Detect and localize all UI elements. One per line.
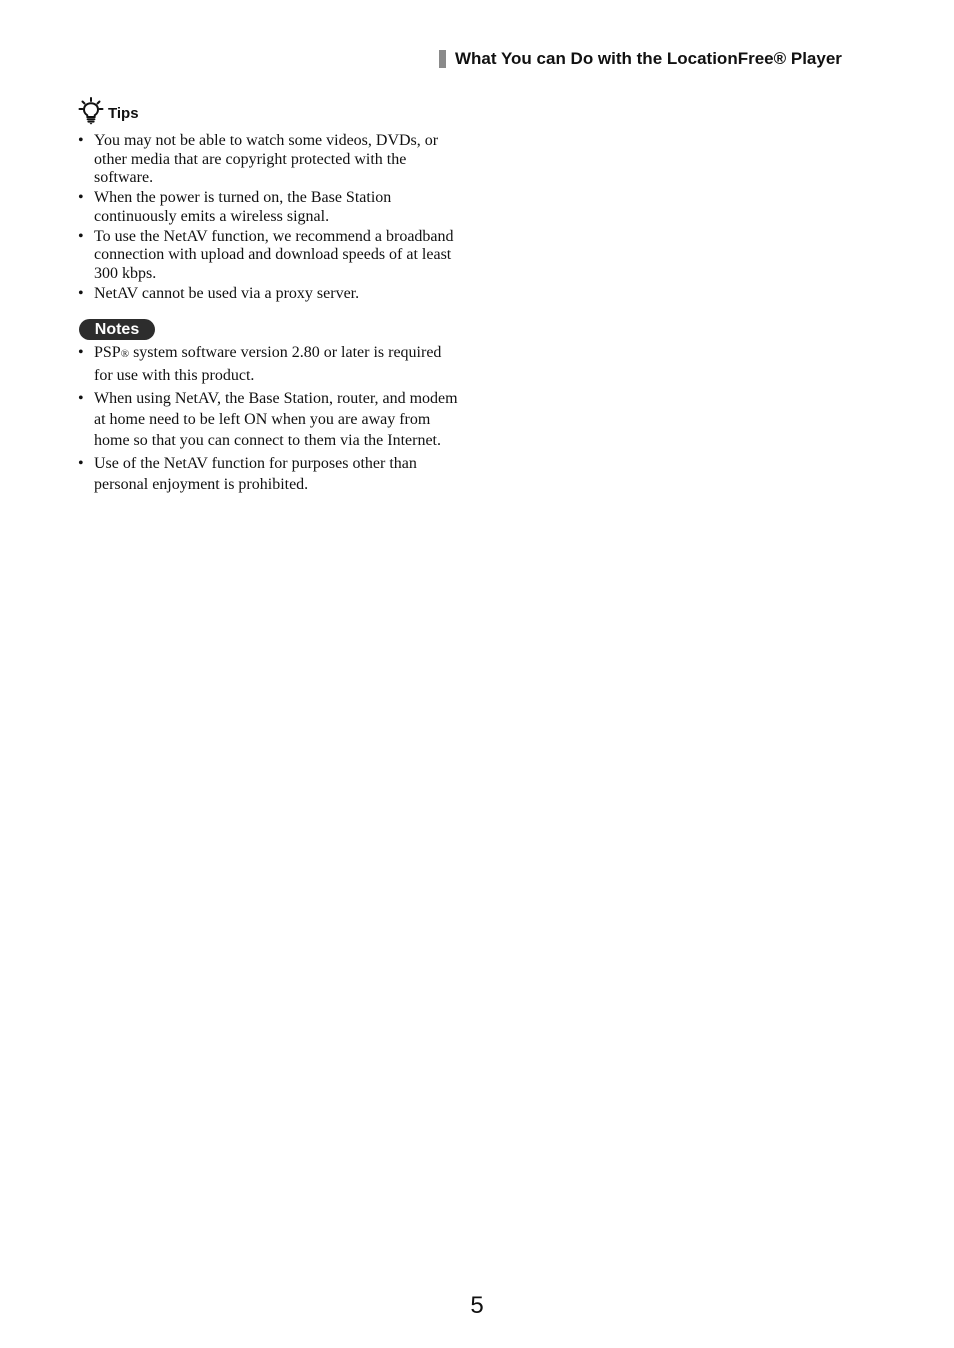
list-item: • When the power is turned on, the Base Station continuously emits a wireless signal. [78,189,462,226]
running-header [439,49,842,69]
list-item [78,342,462,386]
list-item: • To use the NetAV function, we recommend a broadband connection with upload and download speeds of at least 300 kbps. [78,228,462,284]
tips-heading [78,97,139,125]
lightbulb-icon [78,97,104,125]
notes-heading-badge: Notes [79,319,155,340]
running-header-title: What You can Do with the LocationFree® Player [455,49,842,68]
list-item: • You may not be able to watch some videos, DVDs, or other media that are copyright protected with the software. [78,132,462,188]
tips-heading-label: Tips [108,105,139,122]
registered-mark: ® [120,348,130,360]
tips-list [78,132,462,305]
list-item: • When using NetAV, the Base Station, router, and modem at home need to be left ON when you are away from home so that you can connect to them via the Internet. [78,388,462,451]
page-number: 5 [470,1292,484,1319]
psp-text: PSP [94,344,121,361]
list-item: • NetAV cannot be used via a proxy server. [78,285,462,304]
note-text: system software version 2.80 or later is required for use with this product. [94,344,442,384]
notes-list [78,342,462,497]
header-marker-bar [439,50,446,68]
list-item: • Use of the NetAV function for purposes other than personal enjoyment is prohibited. [78,453,462,495]
